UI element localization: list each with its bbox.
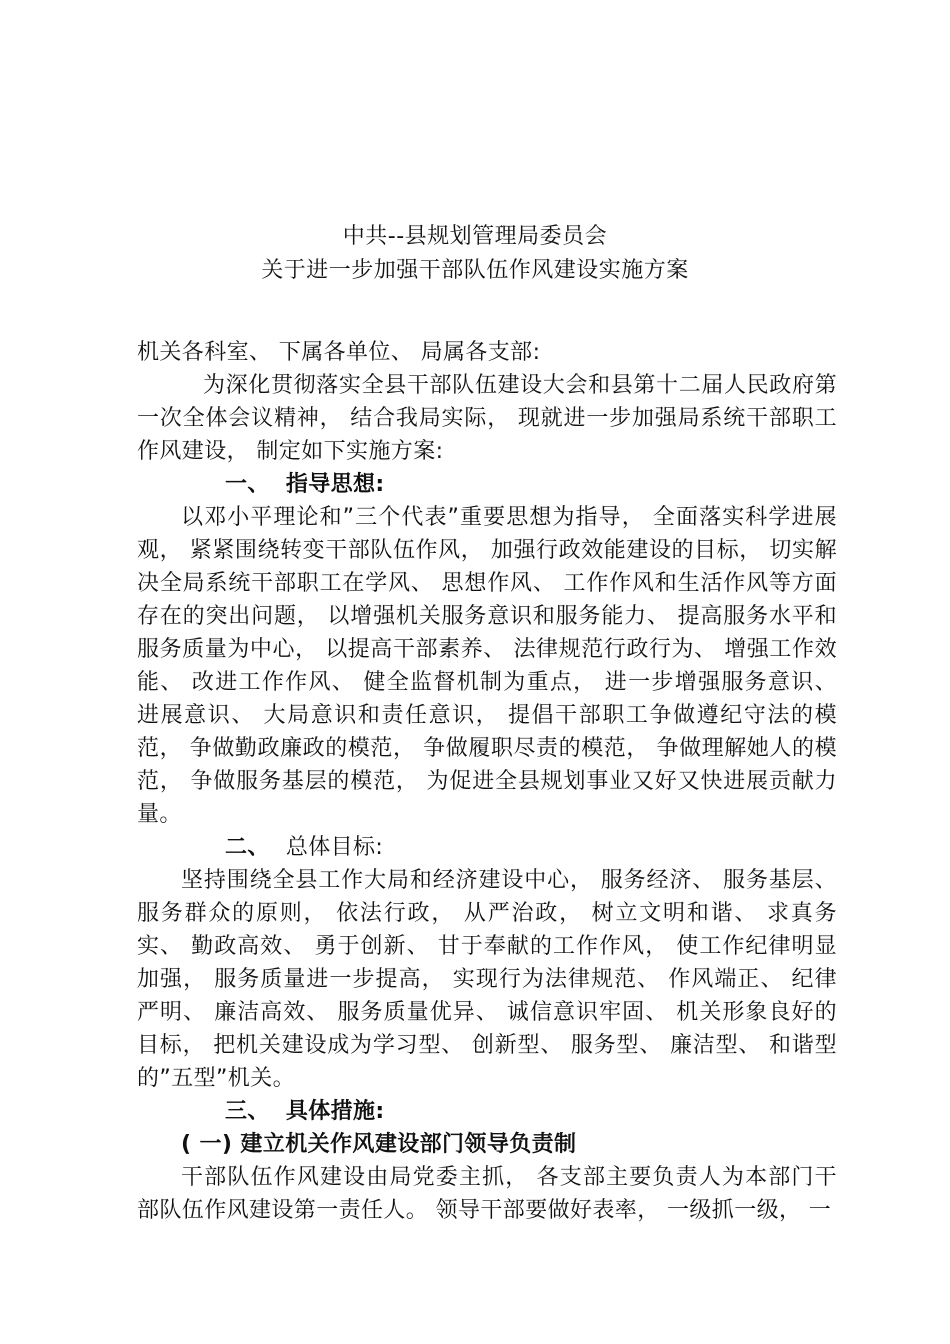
section2-heading bbox=[137, 831, 837, 864]
section1-number: 一、 bbox=[225, 472, 270, 497]
document-title-line1: 中共--县规划管理局委员会 bbox=[342, 224, 608, 249]
section3-sub1-paragraph: 干部队伍作风建设由局党委主抓， 各支部主要负责人为本部门干部队伍作风建设第一责任人。 领导干部要做好表率， 一级抓一级， 一 bbox=[137, 1165, 837, 1223]
section3-heading bbox=[137, 1095, 837, 1128]
section2-number: 二、 bbox=[225, 835, 270, 860]
document-title-line2: 关于进一步加强干部队伍作风建设实施方案 bbox=[261, 258, 689, 283]
section2-paragraph: 坚持围绕全县工作大局和经济建设中心， 服务经济、 服务基层、 服务群众的原则， 依法行政， 从严治政， 树立文明和谐、 求真务实、 勤政高效、 勇于创新、 甘于奉献的工作作风， 使工作纪律明显加强， 服务质量进一步提高， 实现行为法律规范、 作风端正、 纪律严明、 廉洁高效、 服务质量优异、 诚信意识牢固、 机关形象良好的目标， 把机关建设成为学习型、 创新型、 服务型、 廉洁型、 和谐型的”五型”机关。 bbox=[137, 868, 837, 1091]
section1-paragraph: 以邓小平理论和”三个代表”重要思想为指导， 全面落实科学进展观， 紧紧围绕转变干部队伍作风， 加强行政效能建设的目标， 切实解决全局系统干部职工在学风、 思想作风、 工作作风和生活作风等方面存在的突出问题， 以增强机关服务意识和服务能力、 提高服务水平和服务质量为中心， 以提高干部素养、 法律规范行政行为、 增强工作效能、 改进工作作风、 健全监督机制为重点， 进一步增强服务意识、 进展意识、 大局意识和责任意识， 提倡干部职工争做遵纪守法的模范， 争做勤政廉政的模范， 争做履职尽责的模范， 争做理解她人的模范， 争做服务基层的模范， 为促进全县规划事业又好又快进展贡献力量。 bbox=[137, 505, 837, 827]
intro-paragraph: 为深化贯彻落实全县干部队伍建设大会和县第十二届人民政府第一次全体会议精神， 结合我局实际， 现就进一步加强局系统干部职工作风建设， 制定如下实施方案: bbox=[137, 373, 837, 464]
section1-heading bbox=[137, 468, 837, 501]
section3-number: 三、 bbox=[225, 1099, 270, 1124]
section2-label: 总体目标: bbox=[285, 835, 384, 860]
document-body bbox=[137, 336, 837, 1227]
section3-label: 具体措施: bbox=[285, 1099, 385, 1124]
section3-sub1-heading: ( 一) 建立机关作风建设部门领导负责制 bbox=[181, 1132, 577, 1157]
section1-label: 指导思想: bbox=[285, 472, 385, 497]
addressee: 机关各科室、 下属各单位、 局属各支部: bbox=[137, 340, 541, 365]
